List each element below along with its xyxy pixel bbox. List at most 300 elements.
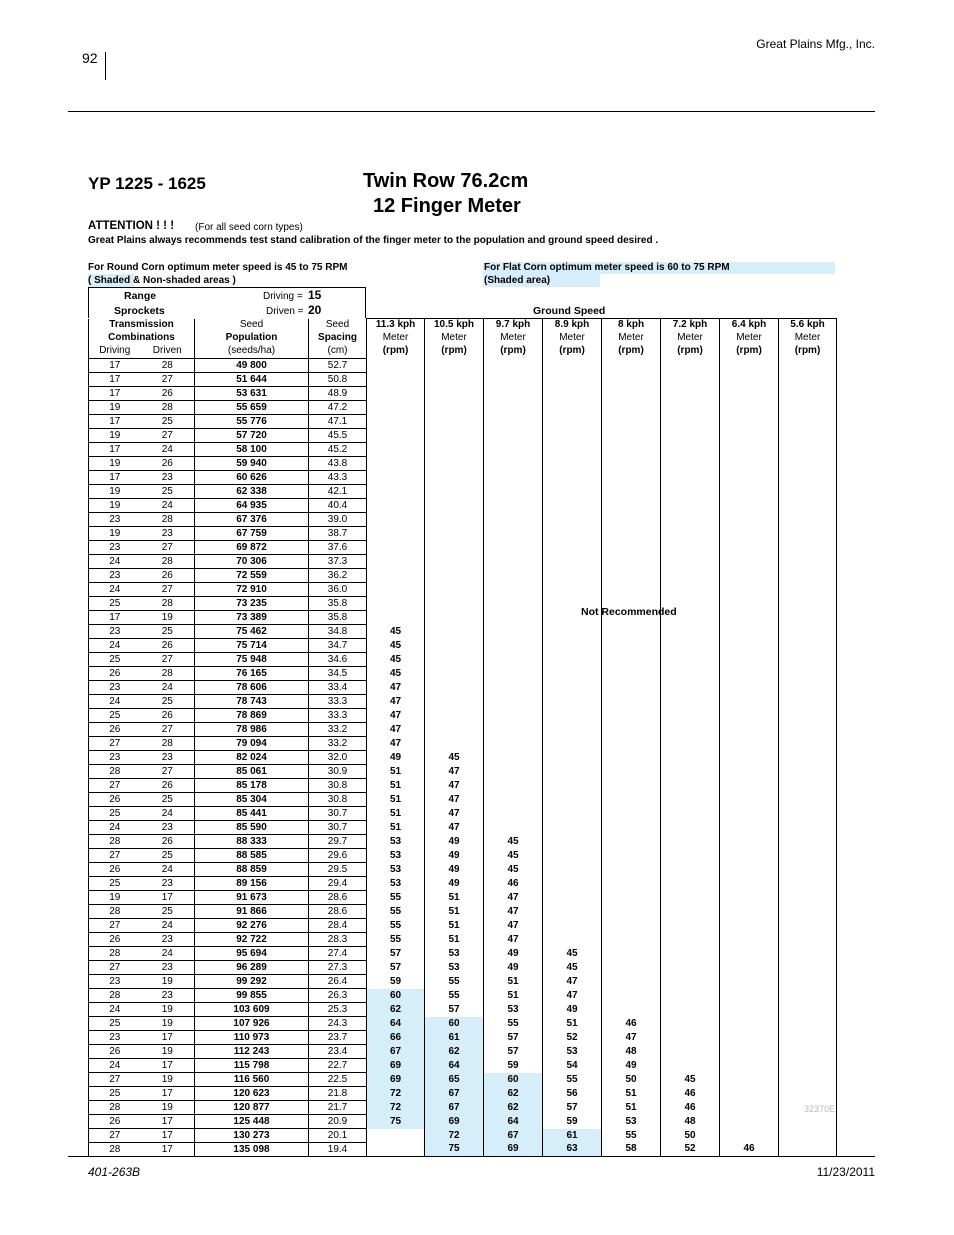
meter-rpm-cell <box>661 709 720 723</box>
meter-rpm-cell <box>543 709 602 723</box>
meter-rpm-cell <box>779 653 837 667</box>
table-row <box>89 723 837 737</box>
speed-header: 8.9 kph <box>543 319 602 333</box>
meter-rpm-cell <box>484 793 543 807</box>
driven-cell: 25 <box>141 625 195 639</box>
meter-rpm-cell: 60 <box>367 989 425 1003</box>
meter-rpm-cell <box>661 989 720 1003</box>
meter-rpm-cell <box>602 835 661 849</box>
driving-cell: 26 <box>89 1115 141 1129</box>
population-cell: 85 178 <box>195 779 309 793</box>
driving-cell: 23 <box>89 569 141 583</box>
meter-rpm-cell <box>661 723 720 737</box>
meter-rpm-cell <box>779 485 837 499</box>
meter-rpm-cell <box>602 737 661 751</box>
meter-rpm-cell <box>720 863 779 877</box>
meter-rpm-cell: 45 <box>484 835 543 849</box>
spacing-cell: 27.4 <box>309 947 367 961</box>
population-cell: 67 759 <box>195 527 309 541</box>
meter-rpm-cell <box>720 1031 779 1045</box>
driven-cell: 23 <box>141 933 195 947</box>
driving-cell: 27 <box>89 737 141 751</box>
driving-cell: 28 <box>89 835 141 849</box>
meter-rpm-cell <box>543 471 602 485</box>
meter-rpm-cell <box>543 583 602 597</box>
population-cell: 91 673 <box>195 891 309 905</box>
meter-rpm-cell <box>779 849 837 863</box>
meter-rpm-cell <box>720 807 779 821</box>
meter-rpm-cell <box>779 1045 837 1059</box>
meter-rpm-cell <box>602 723 661 737</box>
meter-rpm-cell <box>484 681 543 695</box>
meter-rpm-cell: 47 <box>425 807 484 821</box>
meter-rpm-cell <box>661 555 720 569</box>
meter-rpm-cell <box>661 443 720 457</box>
driven-cell: 26 <box>141 639 195 653</box>
driving-cell: 28 <box>89 947 141 961</box>
meter-rpm-cell: 48 <box>661 1115 720 1129</box>
meter-rpm-cell <box>367 1129 425 1143</box>
spacing-cell: 45.5 <box>309 429 367 443</box>
population-cell: 78 743 <box>195 695 309 709</box>
meter-rpm-cell <box>425 569 484 583</box>
driven-cell: 26 <box>141 709 195 723</box>
meter-rpm-cell <box>779 1031 837 1045</box>
meter-rpm-cell <box>779 1017 837 1031</box>
meter-rpm-cell: 55 <box>425 975 484 989</box>
meter-rpm-cell: 64 <box>425 1059 484 1073</box>
meter-rpm-cell <box>367 527 425 541</box>
driven-cell: 25 <box>141 905 195 919</box>
speed-header: 8 kph <box>602 319 661 333</box>
population-cell: 58 100 <box>195 443 309 457</box>
meter-rpm-cell <box>484 779 543 793</box>
driving-cell: 26 <box>89 793 141 807</box>
meter-rpm-cell: 46 <box>661 1101 720 1115</box>
meter-rpm-cell <box>543 443 602 457</box>
meter-rpm-cell <box>543 415 602 429</box>
population-cell: 115 798 <box>195 1059 309 1073</box>
driving-cell: 19 <box>89 485 141 499</box>
driving-column-header: Driving <box>89 345 141 359</box>
population-cell: 130 273 <box>195 1129 309 1143</box>
meter-rpm-cell <box>602 695 661 709</box>
meter-rpm-cell: 55 <box>543 1073 602 1087</box>
meter-rpm-cell <box>602 765 661 779</box>
table-row <box>89 1101 837 1115</box>
meter-rpm-cell: 49 <box>425 877 484 891</box>
table-row <box>89 1087 837 1101</box>
table-row <box>89 583 837 597</box>
driven-cell: 24 <box>141 947 195 961</box>
meter-rpm-cell <box>602 919 661 933</box>
meter-rpm-cell <box>543 401 602 415</box>
driven-cell: 27 <box>141 583 195 597</box>
meter-rpm-cell <box>484 443 543 457</box>
meter-rpm-cell <box>602 485 661 499</box>
meter-rpm-cell <box>367 611 425 625</box>
meter-rpm-cell <box>543 891 602 905</box>
meter-rpm-cell: 51 <box>602 1087 661 1101</box>
spacing-cell: 29.7 <box>309 835 367 849</box>
meter-rpm-cell: 51 <box>367 821 425 835</box>
population-cell: 78 606 <box>195 681 309 695</box>
meter-rpm-cell <box>720 541 779 555</box>
speed-header: 5.6 kph <box>779 319 837 333</box>
driving-cell: 26 <box>89 723 141 737</box>
meter-rpm-cell: 60 <box>484 1073 543 1087</box>
meter-rpm-cell <box>543 457 602 471</box>
driving-cell: 24 <box>89 583 141 597</box>
spacing-cell: 20.9 <box>309 1115 367 1129</box>
rpm-label: (rpm) <box>484 345 543 359</box>
page-number-divider <box>105 52 106 80</box>
table-row <box>89 1045 837 1059</box>
rpm-label: (rpm) <box>661 345 720 359</box>
driving-cell: 24 <box>89 1059 141 1073</box>
meter-rpm-cell: 55 <box>602 1129 661 1143</box>
meter-rpm-cell: 61 <box>425 1031 484 1045</box>
driven-cell: 28 <box>141 667 195 681</box>
meter-rpm-cell <box>602 989 661 1003</box>
meter-rpm-cell: 49 <box>484 947 543 961</box>
meter-rpm-cell <box>661 653 720 667</box>
meter-rpm-cell <box>484 695 543 709</box>
table-body <box>89 359 837 1157</box>
population-cell: 79 094 <box>195 737 309 751</box>
meter-rpm-cell <box>720 667 779 681</box>
driven-cell: 26 <box>141 457 195 471</box>
driving-cell: 25 <box>89 807 141 821</box>
table-row <box>89 359 837 373</box>
meter-rpm-cell <box>484 499 543 513</box>
meter-rpm-cell <box>661 961 720 975</box>
meter-rpm-cell <box>425 681 484 695</box>
meter-rpm-cell <box>602 513 661 527</box>
meter-rpm-cell <box>661 471 720 485</box>
spacing-cell: 26.3 <box>309 989 367 1003</box>
meter-rpm-cell: 47 <box>425 779 484 793</box>
meter-rpm-cell <box>779 541 837 555</box>
driven-cell: 25 <box>141 695 195 709</box>
population-cell: 75 462 <box>195 625 309 639</box>
population-cell: 85 590 <box>195 821 309 835</box>
meter-rpm-cell <box>779 807 837 821</box>
driven-cell: 17 <box>141 1059 195 1073</box>
spacing-cell: 37.3 <box>309 555 367 569</box>
meter-rpm-cell <box>367 359 425 373</box>
meter-rpm-cell <box>602 709 661 723</box>
meter-rpm-cell <box>425 471 484 485</box>
meter-rpm-cell <box>425 485 484 499</box>
meter-rpm-cell <box>720 1059 779 1073</box>
spacing-cell: 34.5 <box>309 667 367 681</box>
meter-rpm-cell <box>425 527 484 541</box>
meter-rpm-cell: 53 <box>367 863 425 877</box>
meter-rpm-cell <box>543 359 602 373</box>
meter-rpm-cell: 55 <box>367 891 425 905</box>
meter-rpm-cell <box>720 1003 779 1017</box>
meter-rpm-cell <box>779 737 837 751</box>
driven-cell: 19 <box>141 1003 195 1017</box>
rpm-label: (rpm) <box>720 345 779 359</box>
spacing-unit: (cm) <box>309 345 367 359</box>
population-cell: 110 973 <box>195 1031 309 1045</box>
table-row <box>89 877 837 891</box>
meter-rpm-cell: 57 <box>425 1003 484 1017</box>
meter-rpm-cell: 47 <box>484 891 543 905</box>
meter-rpm-cell: 51 <box>367 779 425 793</box>
table-row <box>89 1031 837 1045</box>
population-cell: 60 626 <box>195 471 309 485</box>
driven-cell: 23 <box>141 877 195 891</box>
meter-rpm-cell <box>720 401 779 415</box>
meter-rpm-cell <box>720 1101 779 1115</box>
meter-label: Meter <box>661 332 720 345</box>
meter-rpm-cell <box>661 583 720 597</box>
meter-rpm-cell <box>661 569 720 583</box>
meter-rpm-cell <box>543 835 602 849</box>
driving-cell: 23 <box>89 541 141 555</box>
meter-rpm-cell <box>543 527 602 541</box>
population-cell: 75 948 <box>195 653 309 667</box>
meter-rpm-cell <box>661 541 720 555</box>
driven-cell: 24 <box>141 807 195 821</box>
page-number: 92 <box>82 50 98 66</box>
meter-rpm-cell <box>602 541 661 555</box>
population-cell: 57 720 <box>195 429 309 443</box>
meter-rpm-cell <box>484 415 543 429</box>
meter-rpm-cell <box>543 569 602 583</box>
driven-cell: 17 <box>141 1087 195 1101</box>
meter-rpm-cell: 51 <box>484 989 543 1003</box>
meter-rpm-cell <box>543 919 602 933</box>
spacing-cell: 23.7 <box>309 1031 367 1045</box>
meter-rpm-cell <box>661 877 720 891</box>
meter-rpm-cell: 52 <box>661 1143 720 1157</box>
spacing-cell: 30.7 <box>309 821 367 835</box>
population-cell: 107 926 <box>195 1017 309 1031</box>
meter-rpm-cell <box>779 387 837 401</box>
meter-rpm-cell <box>779 723 837 737</box>
not-recommended-label: Not Recommended <box>581 606 677 618</box>
table-row <box>89 793 837 807</box>
meter-rpm-cell: 53 <box>367 849 425 863</box>
meter-rpm-cell: 59 <box>543 1115 602 1129</box>
meter-rpm-cell <box>484 639 543 653</box>
meter-rpm-cell <box>602 905 661 919</box>
meter-rpm-cell: 49 <box>425 849 484 863</box>
driving-value: 15 <box>308 288 322 302</box>
meter-rpm-cell <box>720 751 779 765</box>
meter-label: Meter <box>425 332 484 345</box>
meter-rpm-cell <box>367 499 425 513</box>
speed-header: 7.2 kph <box>661 319 720 333</box>
driven-cell: 26 <box>141 569 195 583</box>
driven-cell: 24 <box>141 499 195 513</box>
driving-cell: 27 <box>89 849 141 863</box>
meter-rpm-cell <box>602 499 661 513</box>
meter-rpm-cell: 46 <box>720 1143 779 1157</box>
meter-rpm-cell <box>779 947 837 961</box>
table-row <box>89 779 837 793</box>
meter-rpm-cell: 51 <box>367 765 425 779</box>
meter-rpm-cell <box>367 541 425 555</box>
meter-rpm-cell: 69 <box>484 1143 543 1157</box>
driven-cell: 19 <box>141 1073 195 1087</box>
speed-header: 10.5 kph <box>425 319 484 333</box>
table-row <box>89 611 837 625</box>
table-row <box>89 737 837 751</box>
meter-rpm-cell <box>543 765 602 779</box>
population-cell: 69 872 <box>195 541 309 555</box>
meter-rpm-cell <box>602 471 661 485</box>
meter-rpm-cell <box>367 429 425 443</box>
meter-rpm-cell <box>543 905 602 919</box>
combinations-header: Combinations <box>89 332 195 345</box>
spacing-cell: 21.7 <box>309 1101 367 1115</box>
meter-rpm-cell: 47 <box>484 905 543 919</box>
meter-rpm-cell <box>661 485 720 499</box>
meter-rpm-cell: 45 <box>425 751 484 765</box>
meter-rpm-cell <box>661 933 720 947</box>
meter-rpm-cell <box>484 611 543 625</box>
meter-rpm-cell <box>720 429 779 443</box>
meter-rpm-cell <box>602 569 661 583</box>
spacing-cell: 39.0 <box>309 513 367 527</box>
meter-rpm-cell: 51 <box>543 1017 602 1031</box>
meter-rpm-cell <box>661 807 720 821</box>
meter-rpm-cell <box>484 555 543 569</box>
flat-corn-note: For Flat Corn optimum meter speed is 60 to 75 RPM <box>484 262 730 273</box>
meter-rpm-cell: 57 <box>367 961 425 975</box>
driven-cell: 23 <box>141 821 195 835</box>
population-cell: 85 441 <box>195 807 309 821</box>
meter-rpm-cell: 63 <box>543 1143 602 1157</box>
driving-cell: 17 <box>89 359 141 373</box>
meter-rpm-cell <box>543 933 602 947</box>
meter-label: Meter <box>484 332 543 345</box>
meter-rpm-cell <box>720 1115 779 1129</box>
company-name: Great Plains Mfg., Inc. <box>756 37 875 51</box>
meter-rpm-cell: 57 <box>484 1031 543 1045</box>
meter-rpm-cell: 67 <box>367 1045 425 1059</box>
meter-rpm-cell: 62 <box>484 1087 543 1101</box>
meter-rpm-cell <box>661 863 720 877</box>
meter-rpm-cell <box>720 947 779 961</box>
driving-cell: 19 <box>89 429 141 443</box>
driven-cell: 25 <box>141 849 195 863</box>
meter-rpm-cell: 60 <box>425 1017 484 1031</box>
meter-rpm-cell: 47 <box>602 1031 661 1045</box>
driving-cell: 19 <box>89 401 141 415</box>
meter-rpm-cell <box>661 513 720 527</box>
meter-rpm-cell <box>602 849 661 863</box>
meter-rpm-cell <box>779 835 837 849</box>
driving-cell: 17 <box>89 387 141 401</box>
meter-rpm-cell <box>661 359 720 373</box>
meter-rpm-cell <box>661 387 720 401</box>
driving-cell: 19 <box>89 527 141 541</box>
driven-cell: 28 <box>141 401 195 415</box>
meter-label: Meter <box>367 332 425 345</box>
population-cell: 62 338 <box>195 485 309 499</box>
meter-rpm-cell <box>661 779 720 793</box>
driving-cell: 27 <box>89 961 141 975</box>
meter-rpm-cell <box>661 429 720 443</box>
driving-cell: 28 <box>89 989 141 1003</box>
meter-rpm-cell <box>720 919 779 933</box>
meter-rpm-cell <box>720 471 779 485</box>
meter-rpm-cell <box>602 639 661 653</box>
spacing-cell: 36.2 <box>309 569 367 583</box>
meter-rpm-cell <box>367 443 425 457</box>
meter-rpm-cell <box>720 891 779 905</box>
meter-rpm-cell <box>720 499 779 513</box>
meter-rpm-cell: 72 <box>367 1101 425 1115</box>
meter-rpm-cell <box>602 583 661 597</box>
table-row <box>89 891 837 905</box>
spacing-cell: 30.8 <box>309 793 367 807</box>
population-cell: 85 304 <box>195 793 309 807</box>
driven-cell: 24 <box>141 681 195 695</box>
meter-rpm-cell <box>779 457 837 471</box>
meter-rpm-cell <box>779 863 837 877</box>
meter-label: Meter <box>720 332 779 345</box>
driven-cell: 23 <box>141 989 195 1003</box>
meter-rpm-cell <box>367 513 425 527</box>
driving-cell: 25 <box>89 597 141 611</box>
driving-cell: 24 <box>89 695 141 709</box>
meter-rpm-cell <box>720 1045 779 1059</box>
meter-rpm-cell <box>425 401 484 415</box>
meter-rpm-cell <box>425 443 484 457</box>
population-cell: 91 866 <box>195 905 309 919</box>
meter-rpm-cell <box>779 1129 837 1143</box>
spacing-cell: 45.2 <box>309 443 367 457</box>
meter-rpm-cell: 62 <box>425 1045 484 1059</box>
driving-cell: 28 <box>89 905 141 919</box>
spacing-cell: 30.7 <box>309 807 367 821</box>
meter-rpm-cell <box>425 387 484 401</box>
meter-rpm-cell <box>602 457 661 471</box>
meter-rpm-cell <box>779 1087 837 1101</box>
meter-rpm-cell <box>779 513 837 527</box>
meter-rpm-cell: 47 <box>367 695 425 709</box>
driven-cell: 23 <box>141 751 195 765</box>
meter-rpm-cell: 59 <box>484 1059 543 1073</box>
meter-rpm-cell <box>661 681 720 695</box>
driven-value: 20 <box>308 303 322 317</box>
population-cell: 53 631 <box>195 387 309 401</box>
meter-rpm-cell <box>425 457 484 471</box>
meter-rpm-cell <box>602 975 661 989</box>
meter-rpm-cell <box>484 583 543 597</box>
spacing-cell: 34.7 <box>309 639 367 653</box>
driven-cell: 23 <box>141 527 195 541</box>
meter-rpm-cell <box>661 1059 720 1073</box>
driving-cell: 17 <box>89 471 141 485</box>
driving-cell: 28 <box>89 765 141 779</box>
driving-cell: 25 <box>89 653 141 667</box>
meter-rpm-cell <box>602 387 661 401</box>
meter-rpm-cell <box>484 485 543 499</box>
driving-cell: 17 <box>89 373 141 387</box>
meter-rpm-cell: 53 <box>602 1115 661 1129</box>
population-cell: 73 235 <box>195 597 309 611</box>
meter-rpm-cell: 47 <box>367 737 425 751</box>
meter-rpm-cell <box>543 667 602 681</box>
